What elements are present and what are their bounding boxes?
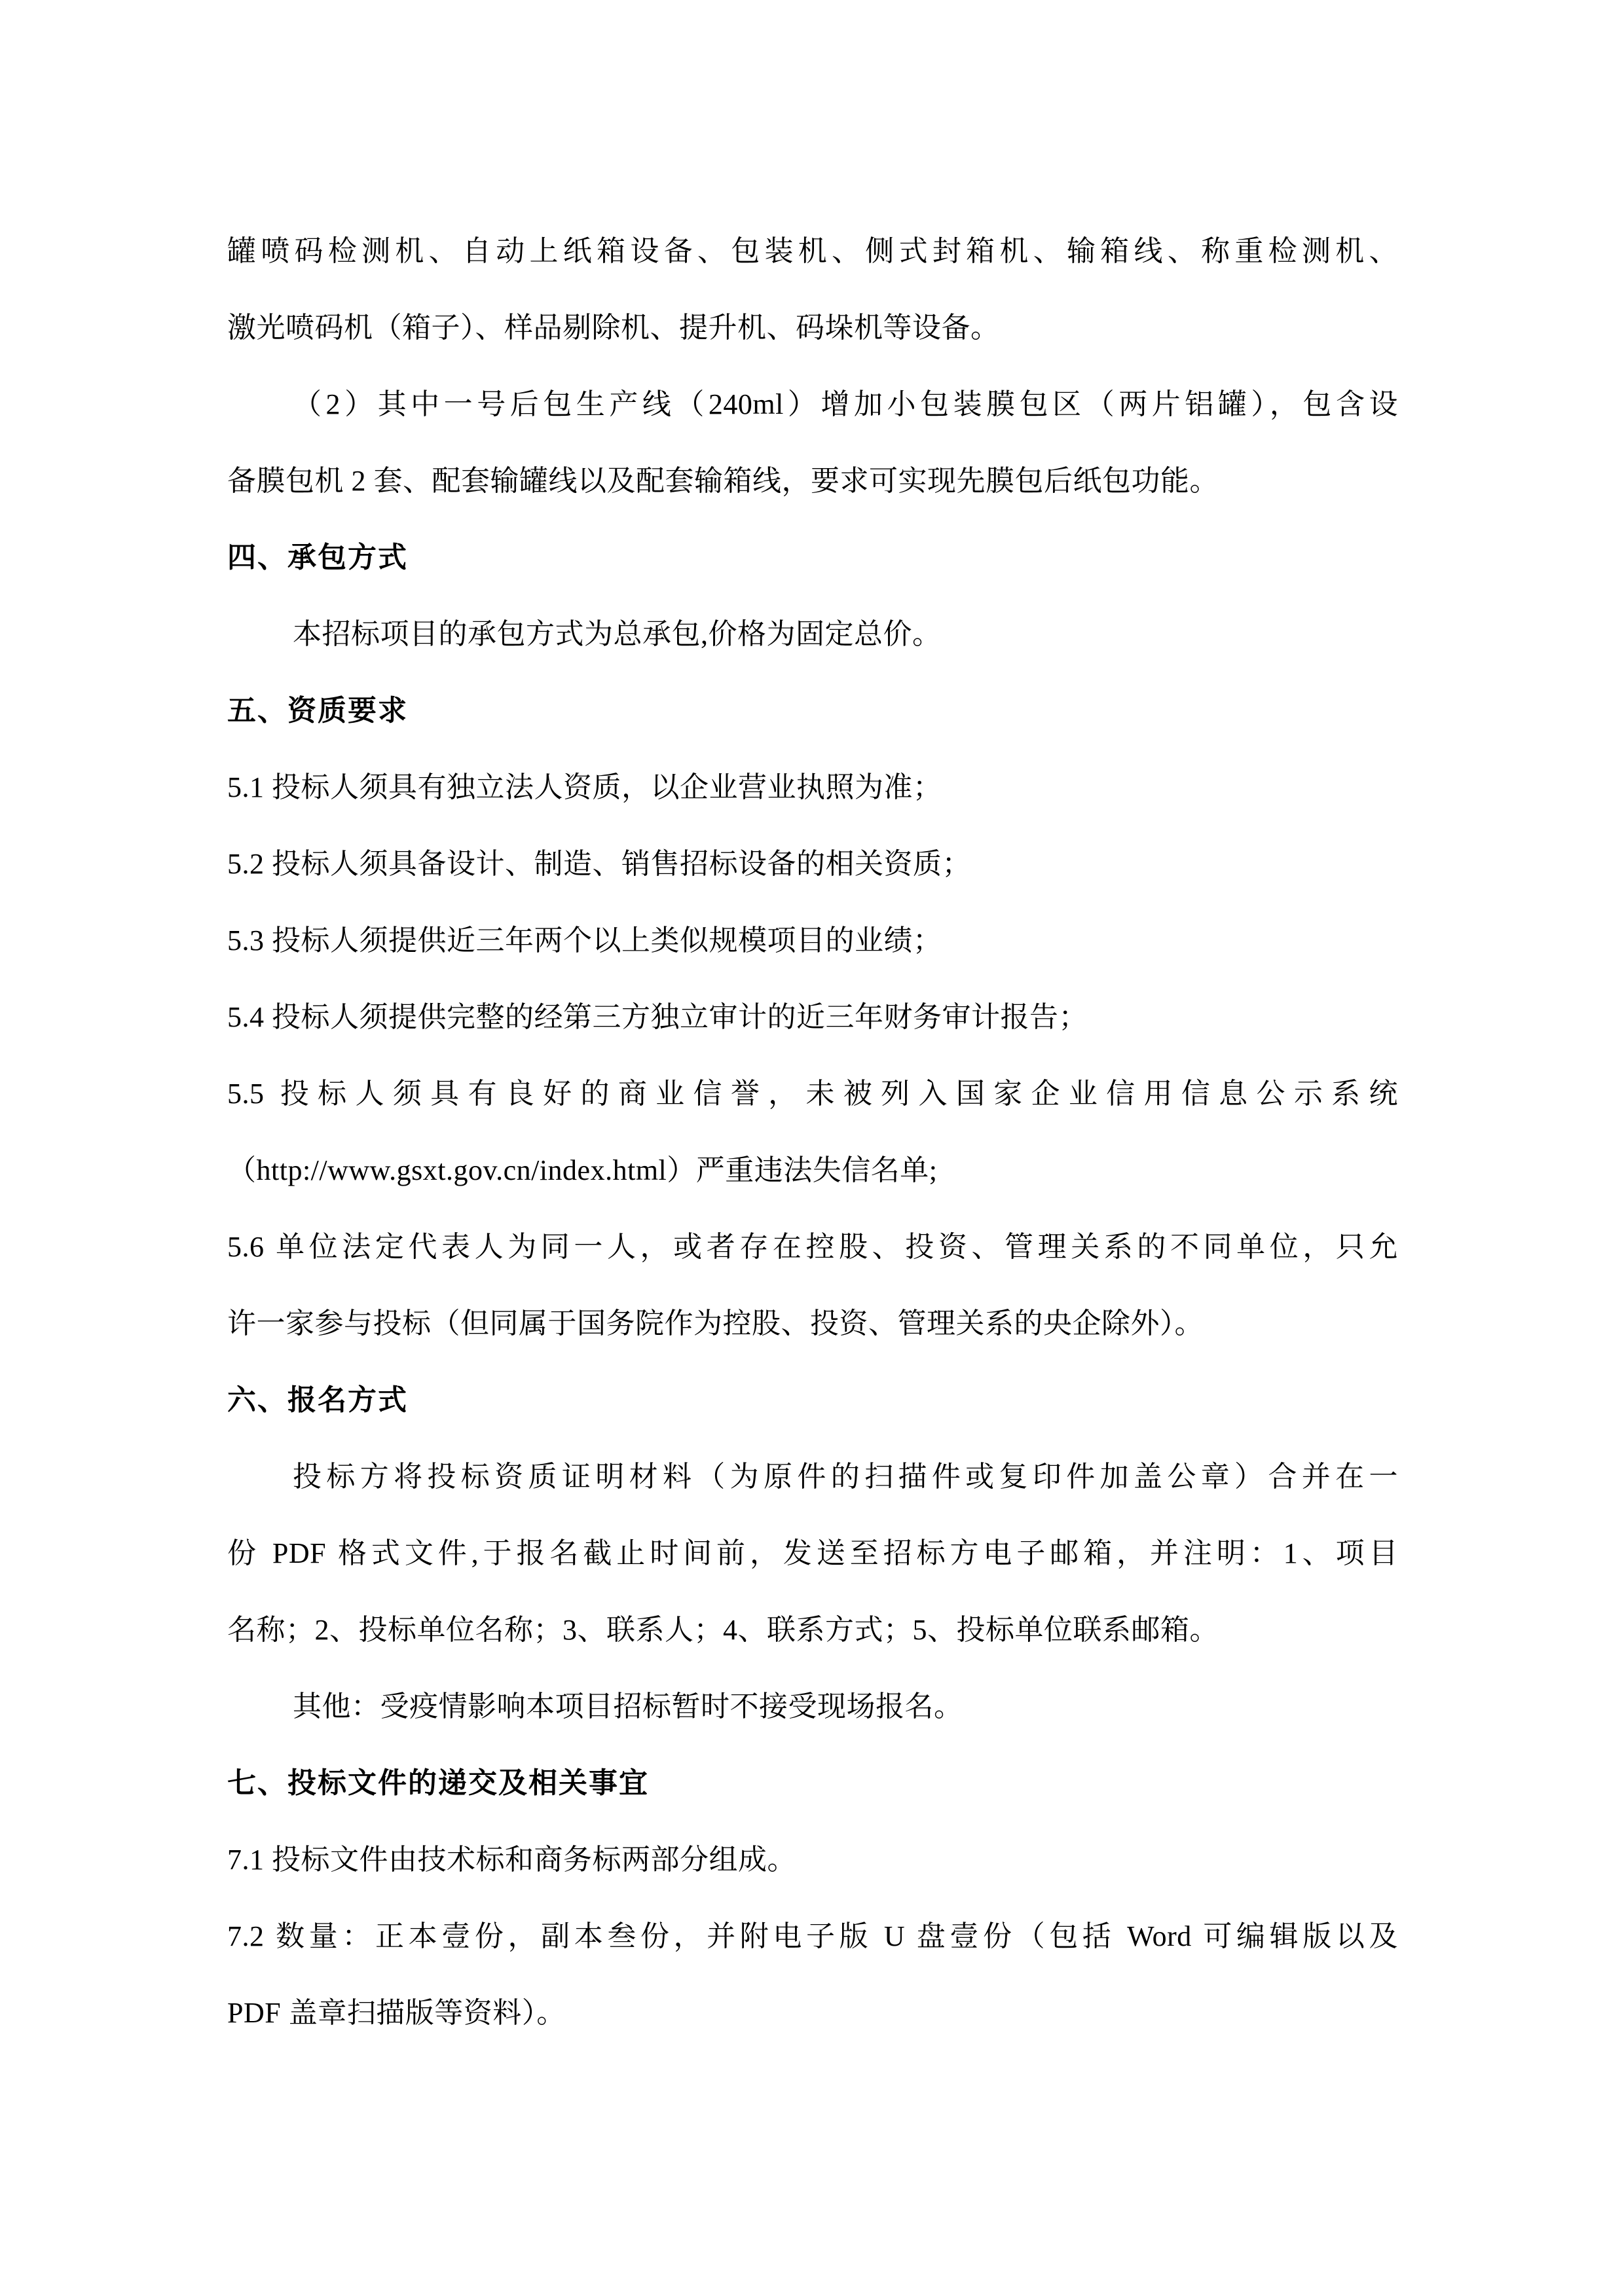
text-line: 名称；2、投标单位名称；3、联系人；4、联系方式；5、投标单位联系邮箱。 — [227, 1614, 1219, 1646]
text-line: 7.2 数量：正本壹份，副本叁份，并附电子版 U 盘壹份（包括 Word 可编辑版以及 — [227, 1920, 1398, 1952]
text-line: 5.6 单位法定代表人为同一人，或者存在控股、投资、管理关系的不同单位，只允 — [227, 1231, 1398, 1263]
text-line: 份 PDF 格式文件,于报名截止时间前，发送至招标方电子邮箱，并注明：1、项目 — [227, 1537, 1398, 1569]
text-line: （http://www.gsxt.gov.cn/index.html）严重违法失信名单; — [227, 1154, 938, 1186]
document-content — [227, 213, 1398, 2051]
section-heading: 五、资质要求 — [227, 695, 408, 727]
text-line: 备膜包机 2 套、配套输罐线以及配套输箱线，要求可实现先膜包后纸包功能。 — [227, 465, 1219, 497]
section-heading: 七、投标文件的递交及相关事宜 — [227, 1767, 649, 1799]
text-line: 5.3 投标人须提供近三年两个以上类似规模项目的业绩； — [227, 924, 942, 957]
text-line: 许一家参与投标（但同属于国务院作为控股、投资、管理关系的央企除外）。 — [227, 1307, 1204, 1339]
section-heading: 六、报名方式 — [227, 1384, 408, 1416]
text-line: 7.1 投标文件由技术标和商务标两部分组成。 — [227, 1844, 796, 1876]
section-heading: 四、承包方式 — [227, 541, 408, 574]
text-line: 5.5 投标人须具有良好的商业信誉，未被列入国家企业信用信息公示系统 — [227, 1078, 1398, 1110]
text-line: 本招标项目的承包方式为总承包,价格为固定总价。 — [293, 618, 942, 650]
text-line: 5.4 投标人须提供完整的经第三方独立审计的近三年财务审计报告； — [227, 1001, 1088, 1033]
text-line: 罐喷码检测机、自动上纸箱设备、包装机、侧式封箱机、输箱线、称重检测机、 — [227, 235, 1398, 267]
text-line: 5.1 投标人须具有独立法人资质，以企业营业执照为准； — [227, 771, 942, 803]
text-line: 5.2 投标人须具备设计、制造、销售招标设备的相关资质； — [227, 848, 971, 880]
text-line: （2）其中一号后包生产线（240ml）增加小包装膜包区（两片铝罐），包含设 — [293, 388, 1398, 420]
text-line: 投标方将投标资质证明材料（为原件的扫描件或复印件加盖公章）合并在一 — [293, 1461, 1398, 1493]
text-line: 激光喷码机（箱子）、样品剔除机、提升机、码垛机等设备。 — [227, 312, 1000, 344]
text-line: PDF 盖章扫描版等资料）。 — [227, 1997, 566, 2029]
text-line: 其他：受疫情影响本项目招标暂时不接受现场报名。 — [293, 1690, 963, 1722]
